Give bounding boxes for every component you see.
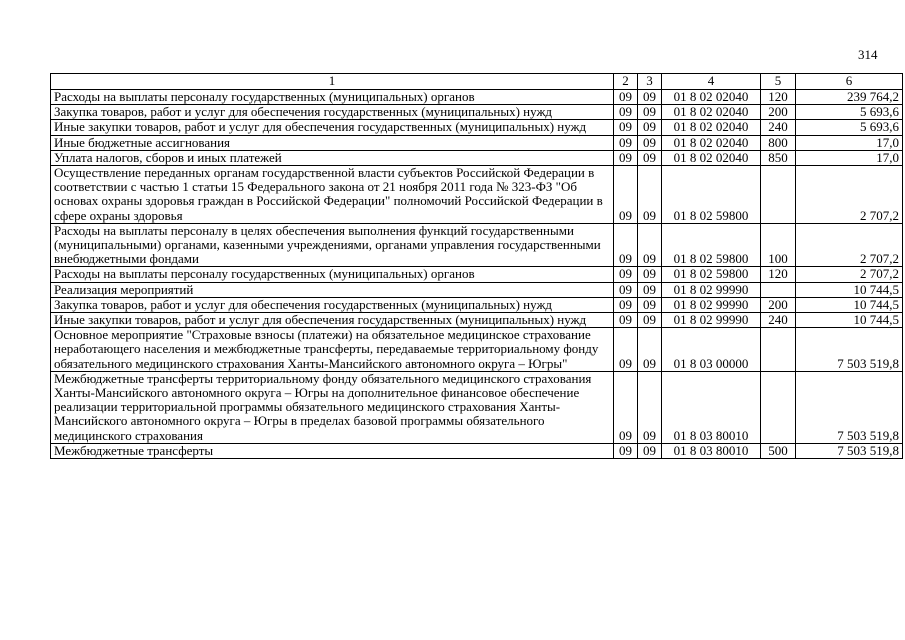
header-col-sum: 6 xyxy=(796,74,903,90)
cell-name: Расходы на выплаты персоналу государственных (муниципальных) органов xyxy=(51,267,614,282)
cell-name: Расходы на выплаты персоналу государственных (муниципальных) органов xyxy=(51,90,614,105)
cell-section: 09 xyxy=(614,328,638,372)
cell-target-article: 01 8 02 02040 xyxy=(662,105,761,120)
cell-section: 09 xyxy=(614,150,638,165)
header-row xyxy=(51,74,903,90)
cell-target-article: 01 8 02 02040 xyxy=(662,150,761,165)
cell-sum: 10 744,5 xyxy=(796,297,903,312)
cell-expense-type xyxy=(761,328,796,372)
table-header xyxy=(51,74,903,90)
cell-expense-type: 100 xyxy=(761,223,796,267)
cell-name: Реализация мероприятий xyxy=(51,282,614,297)
cell-subsection: 09 xyxy=(638,371,662,443)
cell-sum: 5 693,6 xyxy=(796,120,903,135)
cell-subsection: 09 xyxy=(638,328,662,372)
cell-target-article: 01 8 03 80010 xyxy=(662,443,761,458)
table-row xyxy=(51,371,903,443)
cell-sum: 2 707,2 xyxy=(796,267,903,282)
table-row xyxy=(51,313,903,328)
cell-section: 09 xyxy=(614,90,638,105)
cell-name: Межбюджетные трансферты xyxy=(51,443,614,458)
cell-target-article: 01 8 02 59800 xyxy=(662,166,761,224)
cell-sum: 10 744,5 xyxy=(796,282,903,297)
cell-name: Уплата налогов, сборов и иных платежей xyxy=(51,150,614,165)
table-row xyxy=(51,297,903,312)
cell-expense-type: 120 xyxy=(761,90,796,105)
cell-subsection: 09 xyxy=(638,282,662,297)
cell-subsection: 09 xyxy=(638,135,662,150)
cell-target-article: 01 8 02 02040 xyxy=(662,90,761,105)
cell-sum: 10 744,5 xyxy=(796,313,903,328)
cell-sum: 17,0 xyxy=(796,150,903,165)
budget-table xyxy=(50,73,903,459)
cell-subsection: 09 xyxy=(638,105,662,120)
cell-expense-type: 240 xyxy=(761,313,796,328)
table-row xyxy=(51,90,903,105)
page-number: 314 xyxy=(858,47,878,62)
cell-section: 09 xyxy=(614,313,638,328)
cell-expense-type: 500 xyxy=(761,443,796,458)
cell-target-article: 01 8 03 80010 xyxy=(662,371,761,443)
cell-sum: 2 707,2 xyxy=(796,166,903,224)
cell-name: Расходы на выплаты персоналу в целях обеспечения выполнения функций государственными (муниципальными) органами, казенными учреждениями, органами управления государственными внебюджетными фондами xyxy=(51,223,614,267)
cell-expense-type: 850 xyxy=(761,150,796,165)
cell-section: 09 xyxy=(614,297,638,312)
table-row xyxy=(51,223,903,267)
header-col-section: 2 xyxy=(614,74,638,90)
cell-section: 09 xyxy=(614,135,638,150)
cell-name: Межбюджетные трансферты территориальному фонду обязательного медицинского страхования Ханты-Мансийского автономного округа – Югры на дополнительное финансовое обеспечение реализации территориальной программы обязательного медицинского страхования Ханты-Мансийского автономного округа – Югры в пределах базовой программы обязательного медицинского страхования xyxy=(51,371,614,443)
cell-section: 09 xyxy=(614,223,638,267)
cell-sum: 17,0 xyxy=(796,135,903,150)
header-col-subsection: 3 xyxy=(638,74,662,90)
cell-subsection: 09 xyxy=(638,166,662,224)
table-row xyxy=(51,105,903,120)
cell-section: 09 xyxy=(614,443,638,458)
table-row xyxy=(51,328,903,372)
cell-target-article: 01 8 02 99990 xyxy=(662,297,761,312)
cell-section: 09 xyxy=(614,166,638,224)
table-row xyxy=(51,120,903,135)
cell-subsection: 09 xyxy=(638,313,662,328)
cell-section: 09 xyxy=(614,120,638,135)
cell-subsection: 09 xyxy=(638,267,662,282)
cell-subsection: 09 xyxy=(638,120,662,135)
cell-target-article: 01 8 03 00000 xyxy=(662,328,761,372)
header-col-expense-type: 5 xyxy=(761,74,796,90)
cell-target-article: 01 8 02 99990 xyxy=(662,313,761,328)
table-body xyxy=(51,90,903,459)
cell-name: Основное мероприятие "Страховые взносы (платежи) на обязательное медицинское страхование неработающего населения и межбюджетные трансферты, передаваемые территориальному фонду обязательного медицинского страхования Ханты-Мансийского автономного округа – Югры" xyxy=(51,328,614,372)
cell-subsection: 09 xyxy=(638,150,662,165)
cell-section: 09 xyxy=(614,105,638,120)
cell-target-article: 01 8 02 02040 xyxy=(662,120,761,135)
table-row xyxy=(51,150,903,165)
cell-expense-type xyxy=(761,371,796,443)
cell-target-article: 01 8 02 59800 xyxy=(662,223,761,267)
cell-expense-type: 120 xyxy=(761,267,796,282)
table-row xyxy=(51,282,903,297)
cell-target-article: 01 8 02 02040 xyxy=(662,135,761,150)
table-row xyxy=(51,135,903,150)
cell-sum: 2 707,2 xyxy=(796,223,903,267)
cell-target-article: 01 8 02 59800 xyxy=(662,267,761,282)
cell-subsection: 09 xyxy=(638,443,662,458)
cell-name: Иные закупки товаров, работ и услуг для обеспечения государственных (муниципальных) нужд xyxy=(51,120,614,135)
cell-sum: 7 503 519,8 xyxy=(796,371,903,443)
header-col-target-article: 4 xyxy=(662,74,761,90)
table-row xyxy=(51,166,903,224)
cell-section: 09 xyxy=(614,267,638,282)
cell-name: Закупка товаров, работ и услуг для обеспечения государственных (муниципальных) нужд xyxy=(51,297,614,312)
table-row xyxy=(51,443,903,458)
cell-target-article: 01 8 02 99990 xyxy=(662,282,761,297)
cell-name: Осуществление переданных органам государственной власти субъектов Российской Федерации в соответствии с частью 1 статьи 15 Федерального закона от 21 ноября 2011 года № 323-ФЗ "Об основах охраны здоровья граждан в Российской Федерации" полномочий Российской Федерации в сфере охраны здоровья xyxy=(51,166,614,224)
cell-name: Иные бюджетные ассигнования xyxy=(51,135,614,150)
cell-expense-type xyxy=(761,166,796,224)
cell-expense-type: 800 xyxy=(761,135,796,150)
cell-sum: 5 693,6 xyxy=(796,105,903,120)
cell-section: 09 xyxy=(614,282,638,297)
cell-subsection: 09 xyxy=(638,223,662,267)
cell-sum: 7 503 519,8 xyxy=(796,443,903,458)
cell-expense-type: 240 xyxy=(761,120,796,135)
cell-expense-type xyxy=(761,282,796,297)
cell-expense-type: 200 xyxy=(761,105,796,120)
cell-name: Закупка товаров, работ и услуг для обеспечения государственных (муниципальных) нужд xyxy=(51,105,614,120)
cell-sum: 7 503 519,8 xyxy=(796,328,903,372)
header-col-name: 1 xyxy=(51,74,614,90)
cell-sum: 239 764,2 xyxy=(796,90,903,105)
table-row xyxy=(51,267,903,282)
cell-section: 09 xyxy=(614,371,638,443)
cell-subsection: 09 xyxy=(638,297,662,312)
cell-name: Иные закупки товаров, работ и услуг для обеспечения государственных (муниципальных) нужд xyxy=(51,313,614,328)
cell-expense-type: 200 xyxy=(761,297,796,312)
cell-subsection: 09 xyxy=(638,90,662,105)
